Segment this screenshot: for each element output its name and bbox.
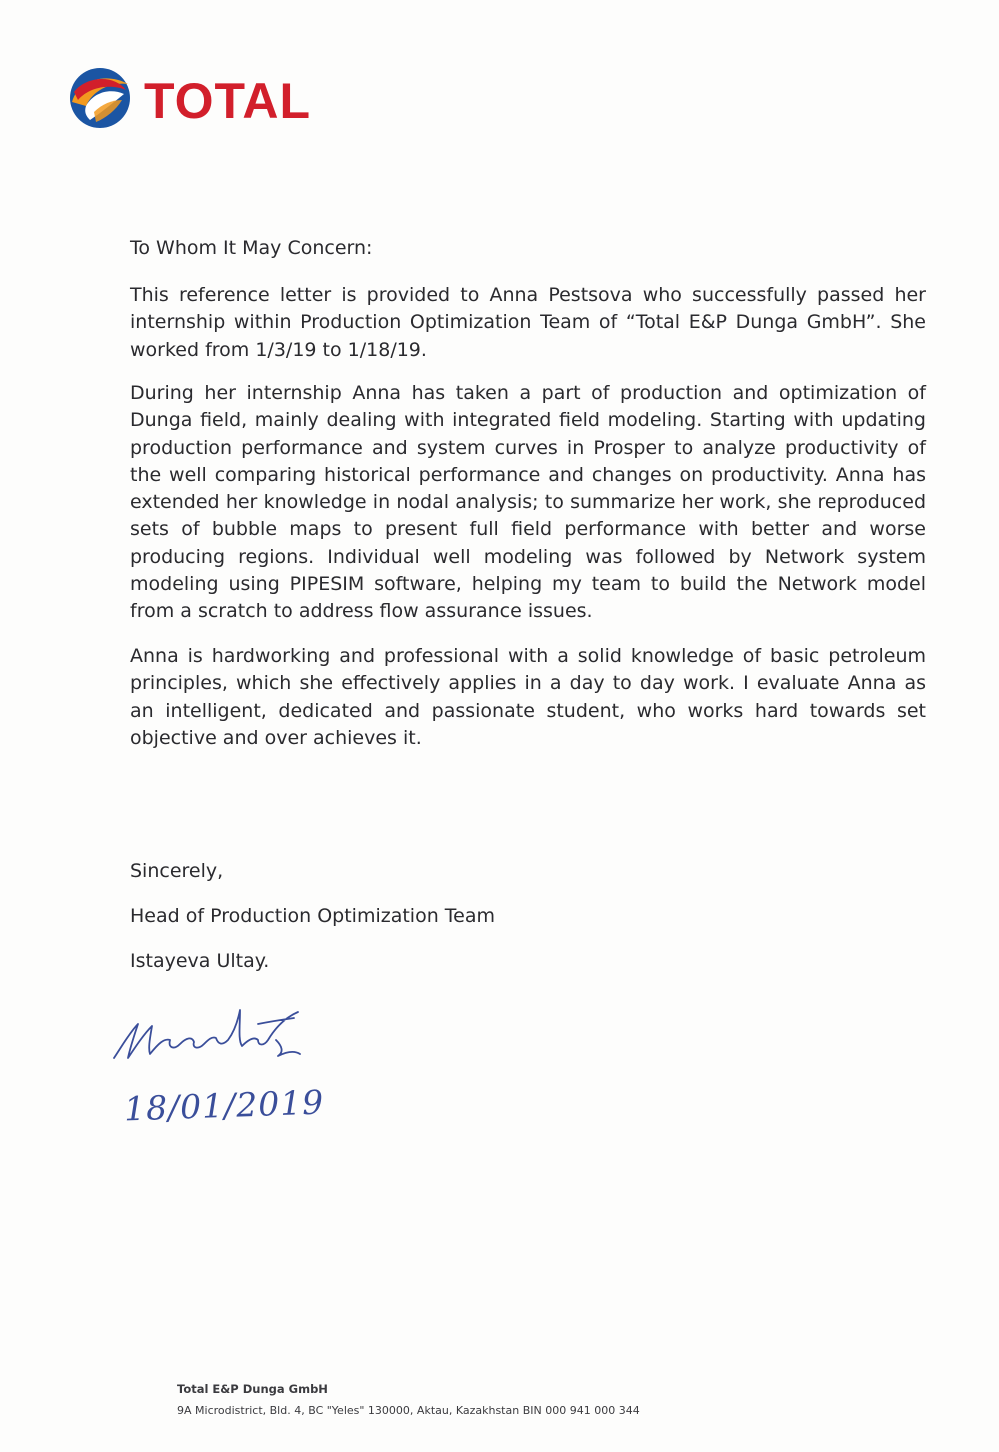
footer-company: Total E&P Dunga GmbH: [177, 1382, 328, 1396]
footer: [177, 1382, 640, 1417]
brand-wordmark: TOTAL: [144, 73, 312, 129]
total-logo-icon: [64, 62, 136, 134]
paragraph-2: During her internship Anna has taken a part of production and optimization of Dunga field, mainly dealing with integrated field modeling. Starting with updating production performance and system curves in Prosper to analyze productivity of the well comparing historical performance and changes on productivity. Anna has extended her knowledge in nodal analysis; to summarize her work, she reproduced sets of bubble maps to present full field performance with better and worse producing regions. Individual well modeling was followed by Network system modeling using PIPESIM software, helping my team to build the Network model from a scratch to address flow assurance issues.: [130, 382, 926, 623]
salutation: To Whom It May Concern:: [130, 237, 373, 259]
closing-block: [130, 858, 926, 992]
paragraph-1: This reference letter is provided to Anna Pestsova who successfully passed her internship within Production Optimization Team of “Total E&P Dunga GmbH”. She worked from 1/3/19 to 1/18/19.: [130, 284, 926, 361]
signer-title: Head of Production Optimization Team: [130, 904, 495, 927]
company-logo: [64, 62, 354, 136]
handwritten-signature: [108, 996, 318, 1076]
closing: Sincerely,: [130, 860, 224, 882]
footer-address: 9A Microdistrict, Bld. 4, BC "Yeles" 130000, Aktau, Kazakhstan BIN 000 941 000 344: [177, 1404, 640, 1417]
signer-name: Istayeva Ultay.: [130, 949, 270, 972]
handwritten-date: 18/01/2019: [123, 1082, 325, 1129]
paragraph-3: Anna is hardworking and professional with a solid knowledge of basic petroleum principles, which she effectively applies in a day to day work. I evaluate Anna as an intelligent, dedicated and passionate student, who works hard towards set objective and over achieves it.: [130, 645, 926, 749]
